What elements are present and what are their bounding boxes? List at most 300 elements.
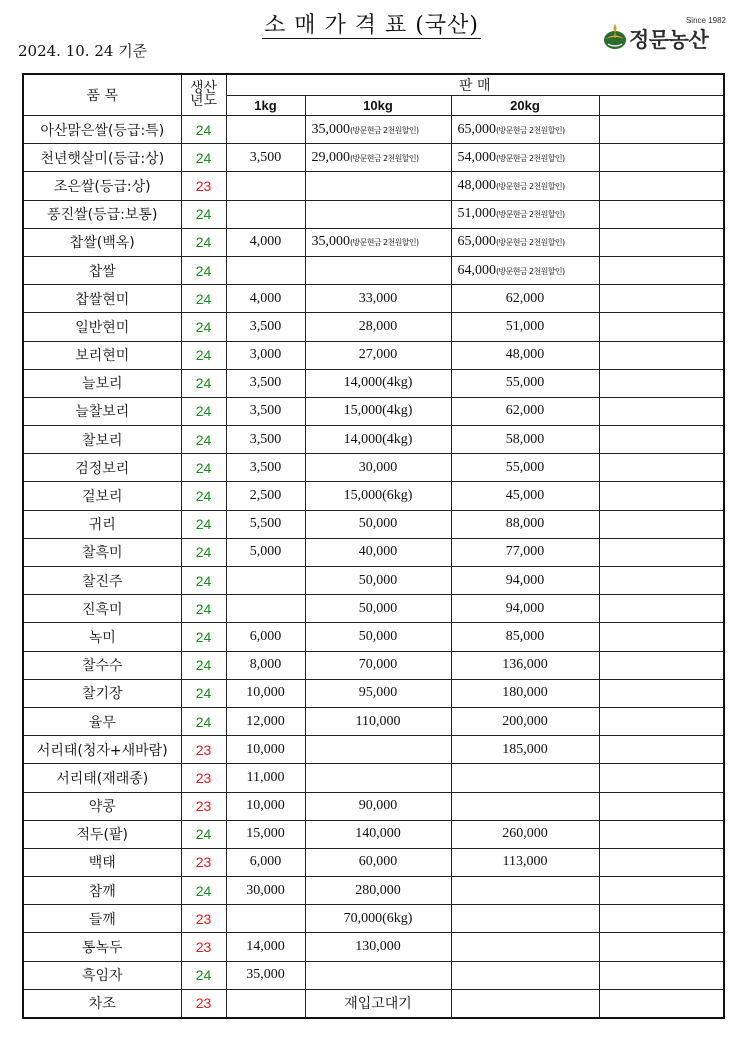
price-1kg: 3,000 xyxy=(226,341,305,369)
price-10kg xyxy=(305,369,451,397)
price-20kg xyxy=(451,256,599,284)
empty-cell xyxy=(599,764,724,792)
table-row xyxy=(23,144,724,172)
price-20kg-discount-note: (방문현금 2천원할인) xyxy=(496,238,565,248)
table-row xyxy=(23,961,724,989)
item-name: 통녹두 xyxy=(23,933,181,961)
price-10kg-value: 110,000 xyxy=(355,713,401,729)
price-10kg xyxy=(305,172,451,200)
item-name: 약콩 xyxy=(23,792,181,820)
price-20kg-value: 65,000 xyxy=(457,234,496,250)
empty-cell xyxy=(599,848,724,876)
price-20kg-value: 55,000 xyxy=(505,375,545,391)
price-10kg xyxy=(305,200,451,228)
price-1kg: 3,500 xyxy=(226,454,305,482)
header-1kg: 1kg xyxy=(226,96,305,116)
price-1kg: 12,000 xyxy=(226,707,305,735)
item-name: 흑임자 xyxy=(23,961,181,989)
price-20kg-value: 94,000 xyxy=(505,572,545,588)
production-year: 24 xyxy=(181,877,226,905)
price-10kg xyxy=(305,538,451,566)
price-10kg-value: 95,000 xyxy=(358,685,398,701)
price-1kg: 5,500 xyxy=(226,510,305,538)
price-1kg: 4,000 xyxy=(226,228,305,256)
price-1kg: 4,000 xyxy=(226,285,305,313)
price-10kg xyxy=(305,144,451,172)
table-row xyxy=(23,707,724,735)
price-20kg-discount-note: (방문현금 2천원할인) xyxy=(496,153,565,163)
item-name: 율무 xyxy=(23,707,181,735)
price-20kg xyxy=(451,567,599,595)
table-row xyxy=(23,256,724,284)
price-20kg xyxy=(451,200,599,228)
price-20kg xyxy=(451,792,599,820)
price-1kg: 10,000 xyxy=(226,792,305,820)
price-10kg-value: 50,000 xyxy=(358,516,398,532)
table-row xyxy=(23,877,724,905)
production-year: 24 xyxy=(181,707,226,735)
price-10kg-value: 28,000 xyxy=(358,318,398,334)
price-20kg-value: 64,000 xyxy=(457,262,496,278)
price-1kg xyxy=(226,172,305,200)
production-year: 24 xyxy=(181,313,226,341)
logo-name: 정문농산 xyxy=(629,28,709,52)
price-20kg-value: 62,000 xyxy=(505,290,545,306)
price-table xyxy=(22,73,725,1019)
table-row xyxy=(23,679,724,707)
price-20kg-discount-note: (방문현금 2천원할인) xyxy=(496,125,565,135)
price-1kg: 2,500 xyxy=(226,482,305,510)
price-1kg: 3,500 xyxy=(226,397,305,425)
price-10kg-value: 35,000 xyxy=(311,234,350,250)
price-10kg xyxy=(305,961,451,989)
item-name: 풍진쌀(등급:보통) xyxy=(23,200,181,228)
item-name: 늘찰보리 xyxy=(23,397,181,425)
price-1kg: 3,500 xyxy=(226,426,305,454)
price-1kg: 6,000 xyxy=(226,623,305,651)
table-row xyxy=(23,905,724,933)
price-20kg xyxy=(451,144,599,172)
price-20kg-value: 54,000 xyxy=(457,149,496,165)
price-20kg-value: 51,000 xyxy=(457,206,496,222)
production-year: 24 xyxy=(181,538,226,566)
empty-cell xyxy=(599,792,724,820)
header-year xyxy=(181,74,226,116)
price-10kg xyxy=(305,623,451,651)
price-20kg xyxy=(451,510,599,538)
price-1kg: 14,000 xyxy=(226,933,305,961)
item-name: 찰진주 xyxy=(23,567,181,595)
price-1kg xyxy=(226,989,305,1018)
empty-cell xyxy=(599,397,724,425)
price-20kg xyxy=(451,651,599,679)
header-empty xyxy=(599,96,724,116)
empty-cell xyxy=(599,538,724,566)
header-10kg: 10kg xyxy=(305,96,451,116)
price-20kg xyxy=(451,397,599,425)
production-year: 23 xyxy=(181,764,226,792)
price-10kg-value: 15,000(6kg) xyxy=(343,488,413,504)
price-10kg xyxy=(305,764,451,792)
price-1kg xyxy=(226,256,305,284)
production-year: 24 xyxy=(181,369,226,397)
empty-cell xyxy=(599,877,724,905)
price-20kg xyxy=(451,172,599,200)
empty-cell xyxy=(599,820,724,848)
table-row xyxy=(23,313,724,341)
price-20kg xyxy=(451,623,599,651)
table-row xyxy=(23,736,724,764)
price-10kg xyxy=(305,651,451,679)
item-name: 천년햇살미(등급:상) xyxy=(23,144,181,172)
production-year: 24 xyxy=(181,426,226,454)
price-20kg-value: 260,000 xyxy=(502,826,548,842)
item-name: 찰보리 xyxy=(23,426,181,454)
price-20kg-value: 65,000 xyxy=(457,121,496,137)
item-name: 아산맑은쌀(등급:특) xyxy=(23,116,181,144)
empty-cell xyxy=(599,172,724,200)
price-10kg-value: 40,000 xyxy=(358,544,398,560)
price-1kg xyxy=(226,116,305,144)
price-1kg: 35,000 xyxy=(226,961,305,989)
price-10kg-discount-note: (방문현금 2천원할인) xyxy=(350,153,419,163)
price-20kg xyxy=(451,369,599,397)
empty-cell xyxy=(599,200,724,228)
company-logo xyxy=(603,16,728,54)
price-20kg xyxy=(451,595,599,623)
empty-cell xyxy=(599,116,724,144)
production-year: 24 xyxy=(181,651,226,679)
item-name: 보리현미 xyxy=(23,341,181,369)
price-1kg: 5,000 xyxy=(226,538,305,566)
item-name: 들깨 xyxy=(23,905,181,933)
item-name: 차조 xyxy=(23,989,181,1018)
price-10kg xyxy=(305,256,451,284)
item-name: 찹쌀(백옥) xyxy=(23,228,181,256)
production-year: 24 xyxy=(181,285,226,313)
production-year: 24 xyxy=(181,397,226,425)
price-10kg xyxy=(305,736,451,764)
price-10kg xyxy=(305,426,451,454)
price-10kg xyxy=(305,285,451,313)
table-row xyxy=(23,116,724,144)
item-name: 검정보리 xyxy=(23,454,181,482)
item-name: 참깨 xyxy=(23,877,181,905)
table-row xyxy=(23,989,724,1018)
item-name: 적두(팥) xyxy=(23,820,181,848)
production-year: 23 xyxy=(181,905,226,933)
price-10kg xyxy=(305,848,451,876)
price-10kg-value: 70,000 xyxy=(358,657,398,673)
price-20kg-value: 77,000 xyxy=(505,544,545,560)
price-1kg: 8,000 xyxy=(226,651,305,679)
production-year: 24 xyxy=(181,144,226,172)
production-year: 24 xyxy=(181,482,226,510)
price-20kg xyxy=(451,482,599,510)
item-name: 백태 xyxy=(23,848,181,876)
table-row xyxy=(23,595,724,623)
price-10kg-value: 30,000 xyxy=(358,459,398,475)
price-20kg-value: 88,000 xyxy=(505,516,545,532)
price-10kg-value: 35,000 xyxy=(311,121,350,137)
price-20kg-value: 185,000 xyxy=(502,741,548,757)
empty-cell xyxy=(599,454,724,482)
price-1kg: 3,500 xyxy=(226,369,305,397)
table-row xyxy=(23,651,724,679)
price-10kg xyxy=(305,933,451,961)
empty-cell xyxy=(599,426,724,454)
empty-cell xyxy=(599,228,724,256)
empty-cell xyxy=(599,595,724,623)
price-10kg xyxy=(305,905,451,933)
price-10kg xyxy=(305,792,451,820)
empty-cell xyxy=(599,256,724,284)
price-10kg-value: 90,000 xyxy=(358,798,398,814)
price-20kg-value: 200,000 xyxy=(502,713,548,729)
table-row xyxy=(23,538,724,566)
table-row xyxy=(23,482,724,510)
price-20kg xyxy=(451,341,599,369)
production-year: 24 xyxy=(181,679,226,707)
table-row xyxy=(23,172,724,200)
price-20kg-value: 55,000 xyxy=(505,459,545,475)
production-year: 23 xyxy=(181,792,226,820)
price-20kg-value: 94,000 xyxy=(505,600,545,616)
item-name: 겉보리 xyxy=(23,482,181,510)
table-row xyxy=(23,200,724,228)
price-20kg xyxy=(451,454,599,482)
item-name: 찹쌀 xyxy=(23,256,181,284)
price-20kg xyxy=(451,538,599,566)
price-20kg-value: 180,000 xyxy=(502,685,548,701)
price-10kg xyxy=(305,707,451,735)
price-1kg: 3,500 xyxy=(226,144,305,172)
production-year: 24 xyxy=(181,961,226,989)
rice-grain-logo-icon xyxy=(603,22,627,50)
empty-cell xyxy=(599,707,724,735)
production-year: 23 xyxy=(181,989,226,1018)
price-20kg xyxy=(451,764,599,792)
production-year: 24 xyxy=(181,454,226,482)
header-item: 품 목 xyxy=(23,74,181,116)
price-10kg xyxy=(305,877,451,905)
price-1kg: 30,000 xyxy=(226,877,305,905)
price-20kg-value: 45,000 xyxy=(505,488,545,504)
price-10kg xyxy=(305,679,451,707)
table-row xyxy=(23,623,724,651)
production-year: 24 xyxy=(181,228,226,256)
empty-cell xyxy=(599,651,724,679)
header-year-text: 생산 년도 xyxy=(189,80,218,109)
price-10kg-value: 60,000 xyxy=(358,854,398,870)
price-10kg xyxy=(305,454,451,482)
price-20kg-value: 51,000 xyxy=(505,318,545,334)
price-20kg xyxy=(451,707,599,735)
reference-date: 2024. 10. 24 기준 xyxy=(18,42,148,60)
production-year: 23 xyxy=(181,172,226,200)
price-1kg xyxy=(226,595,305,623)
price-20kg-value: 113,000 xyxy=(502,854,548,870)
production-year: 24 xyxy=(181,623,226,651)
price-1kg xyxy=(226,200,305,228)
price-20kg xyxy=(451,736,599,764)
production-year: 24 xyxy=(181,200,226,228)
price-20kg xyxy=(451,961,599,989)
table-body xyxy=(23,116,724,1019)
price-20kg-value: 62,000 xyxy=(505,403,545,419)
price-20kg xyxy=(451,426,599,454)
table-row xyxy=(23,341,724,369)
empty-cell xyxy=(599,679,724,707)
price-10kg-value: 130,000 xyxy=(355,939,401,955)
item-name: 서리태(재래종) xyxy=(23,764,181,792)
item-name: 녹미 xyxy=(23,623,181,651)
empty-cell xyxy=(599,961,724,989)
price-10kg-value: 70,000(6kg) xyxy=(343,910,413,926)
item-name: 찰기장 xyxy=(23,679,181,707)
price-20kg xyxy=(451,905,599,933)
price-10kg-value: 27,000 xyxy=(358,347,398,363)
price-20kg xyxy=(451,989,599,1018)
price-1kg: 6,000 xyxy=(226,848,305,876)
price-10kg xyxy=(305,567,451,595)
price-10kg-value: 33,000 xyxy=(358,290,398,306)
empty-cell xyxy=(599,341,724,369)
price-20kg xyxy=(451,820,599,848)
table-row xyxy=(23,285,724,313)
item-name: 찰수수 xyxy=(23,651,181,679)
item-name: 찰흑미 xyxy=(23,538,181,566)
empty-cell xyxy=(599,567,724,595)
table-row xyxy=(23,369,724,397)
empty-cell xyxy=(599,933,724,961)
table-row xyxy=(23,397,724,425)
price-10kg xyxy=(305,341,451,369)
price-1kg: 11,000 xyxy=(226,764,305,792)
price-1kg xyxy=(226,905,305,933)
price-10kg xyxy=(305,595,451,623)
price-20kg xyxy=(451,679,599,707)
price-10kg-discount-note: (방문현금 2천원할인) xyxy=(350,238,419,248)
page-title-text: 소 매 가 격 표 (국산) xyxy=(264,13,479,38)
table-row xyxy=(23,426,724,454)
price-20kg-discount-note: (방문현금 2천원할인) xyxy=(496,266,565,276)
price-10kg xyxy=(305,482,451,510)
price-20kg xyxy=(451,848,599,876)
price-10kg-value: 50,000 xyxy=(358,600,398,616)
empty-cell xyxy=(599,482,724,510)
empty-cell xyxy=(599,285,724,313)
empty-cell xyxy=(599,989,724,1018)
price-20kg xyxy=(451,285,599,313)
price-10kg-value: 15,000(4kg) xyxy=(343,403,413,419)
price-10kg-value: 재입고대기 xyxy=(344,996,412,1013)
price-10kg xyxy=(305,989,451,1018)
price-20kg xyxy=(451,933,599,961)
price-10kg-value: 140,000 xyxy=(355,826,401,842)
item-name: 진흑미 xyxy=(23,595,181,623)
item-name: 조은쌀(등급:상) xyxy=(23,172,181,200)
table-row xyxy=(23,820,724,848)
table-row xyxy=(23,764,724,792)
production-year: 24 xyxy=(181,116,226,144)
production-year: 24 xyxy=(181,341,226,369)
price-20kg xyxy=(451,313,599,341)
empty-cell xyxy=(599,369,724,397)
price-1kg: 15,000 xyxy=(226,820,305,848)
table-row xyxy=(23,510,724,538)
price-10kg-value: 29,000 xyxy=(311,149,350,165)
price-10kg xyxy=(305,510,451,538)
production-year: 24 xyxy=(181,820,226,848)
empty-cell xyxy=(599,144,724,172)
price-10kg xyxy=(305,116,451,144)
table-row xyxy=(23,454,724,482)
price-20kg xyxy=(451,877,599,905)
price-10kg-value: 14,000(4kg) xyxy=(343,375,413,391)
price-10kg-value: 50,000 xyxy=(358,572,398,588)
production-year: 23 xyxy=(181,933,226,961)
production-year: 24 xyxy=(181,595,226,623)
production-year: 24 xyxy=(181,510,226,538)
table-row xyxy=(23,848,724,876)
price-20kg-value: 85,000 xyxy=(505,628,545,644)
price-10kg xyxy=(305,313,451,341)
price-10kg xyxy=(305,397,451,425)
item-name: 서리태(청자+새바람) xyxy=(23,736,181,764)
price-10kg-value: 14,000(4kg) xyxy=(343,431,413,447)
price-20kg-value: 58,000 xyxy=(505,431,545,447)
price-1kg xyxy=(226,567,305,595)
price-10kg-value: 50,000 xyxy=(358,628,398,644)
item-name: 귀리 xyxy=(23,510,181,538)
production-year: 24 xyxy=(181,256,226,284)
item-name: 늘보리 xyxy=(23,369,181,397)
price-1kg: 10,000 xyxy=(226,736,305,764)
empty-cell xyxy=(599,313,724,341)
logo-since-text: Since 1982 xyxy=(685,16,726,25)
price-20kg xyxy=(451,116,599,144)
empty-cell xyxy=(599,905,724,933)
price-20kg-value: 136,000 xyxy=(502,657,548,673)
production-year: 24 xyxy=(181,567,226,595)
table-row xyxy=(23,567,724,595)
table-row xyxy=(23,792,724,820)
price-1kg: 3,500 xyxy=(226,313,305,341)
item-name: 일반현미 xyxy=(23,313,181,341)
empty-cell xyxy=(599,623,724,651)
price-10kg xyxy=(305,228,451,256)
price-20kg xyxy=(451,228,599,256)
empty-cell xyxy=(599,510,724,538)
production-year: 23 xyxy=(181,736,226,764)
price-20kg-value: 48,000 xyxy=(457,177,496,193)
header-20kg: 20kg xyxy=(451,96,599,116)
price-10kg-value: 280,000 xyxy=(355,882,401,898)
item-name: 찹쌀현미 xyxy=(23,285,181,313)
table-row xyxy=(23,228,724,256)
table-row xyxy=(23,933,724,961)
production-year: 23 xyxy=(181,848,226,876)
price-1kg: 10,000 xyxy=(226,679,305,707)
price-20kg-discount-note: (방문현금 2천원할인) xyxy=(496,210,565,220)
price-20kg-discount-note: (방문현금 2천원할인) xyxy=(496,181,565,191)
table-header-row xyxy=(23,74,724,96)
price-20kg-value: 48,000 xyxy=(505,347,545,363)
price-10kg xyxy=(305,820,451,848)
header-sale: 판 매 xyxy=(226,74,724,96)
price-10kg-discount-note: (방문현금 2천원할인) xyxy=(350,125,419,135)
